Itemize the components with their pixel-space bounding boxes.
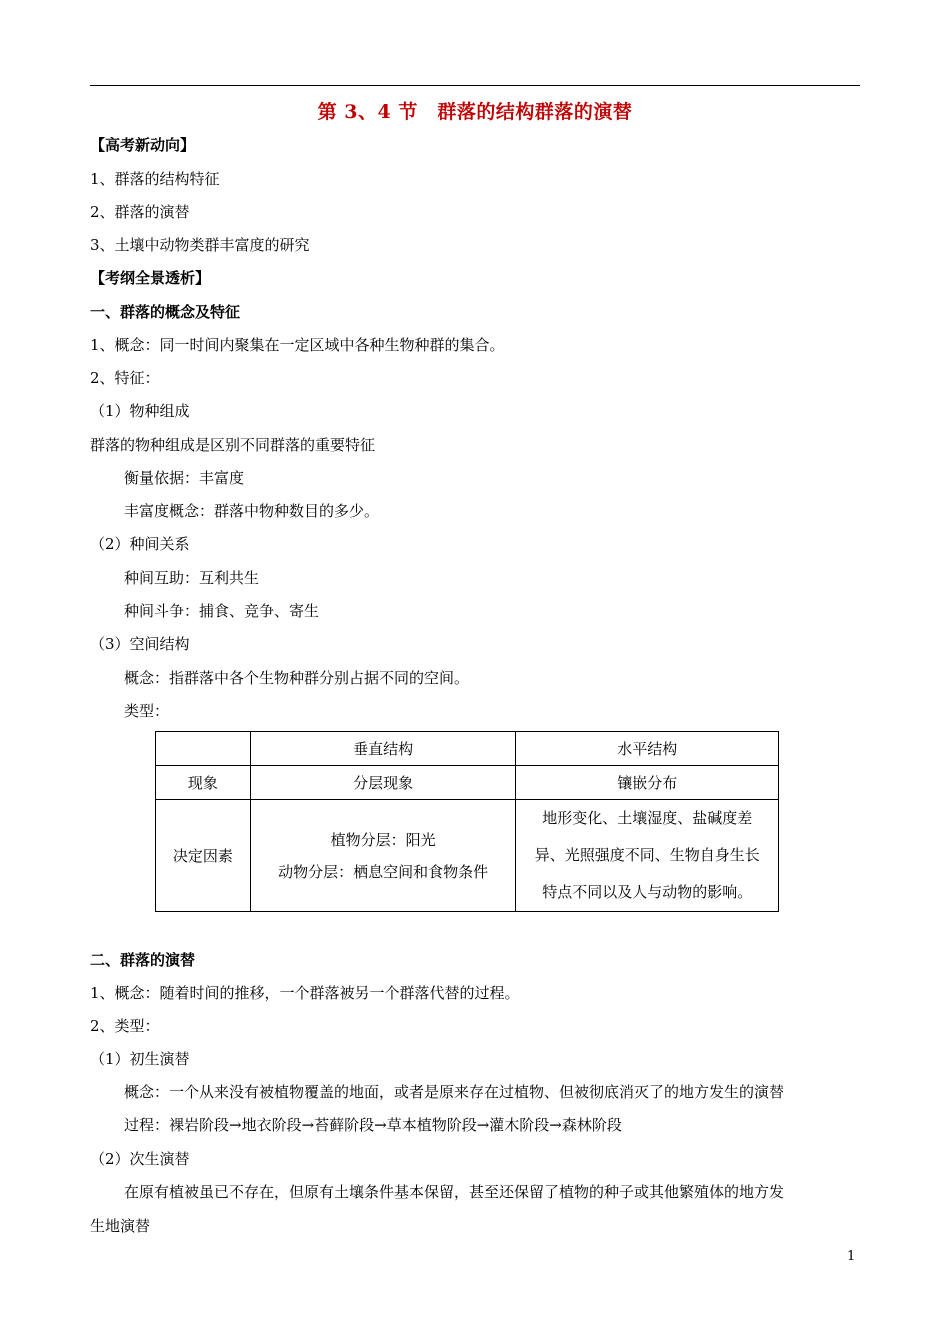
row-label-phenomenon: 现象 bbox=[156, 766, 251, 800]
interspecific-mutual: 种间互助：互利共生 bbox=[124, 569, 260, 587]
trend-item-2: 2、群落的演替 bbox=[90, 203, 190, 221]
table-cell bbox=[156, 732, 251, 766]
spatial-concept: 概念：指群落中各个生物种群分别占据不同的空间。 bbox=[124, 669, 470, 687]
species-composition-text: 群落的物种组成是区别不同群落的重要特征 bbox=[90, 436, 376, 454]
horizontal-factor-line: 异、光照强度不同、生物自身生长 bbox=[534, 846, 760, 864]
primary-concept: 概念：一个从来没有被植物覆盖的地面，或者是原来存在过植物、但被彻底消灭了的地方发生的演替 bbox=[124, 1083, 785, 1101]
trend-item-3: 3、土壤中动物类群丰富度的研究 bbox=[90, 236, 310, 254]
page-title: 第 3、4 节 群落的结构群落的演替 bbox=[317, 101, 633, 123]
table-cell bbox=[250, 800, 516, 912]
primary-process: 过程：裸岩阶段→地衣阶段→苔藓阶段→草本植物阶段→灌木阶段→森林阶段 bbox=[124, 1116, 622, 1134]
succession-concept: 1、概念：随着时间的推移，一个群落被另一个群落代替的过程。 bbox=[90, 984, 520, 1002]
vertical-factor-plants: 植物分层：阳光 bbox=[330, 830, 436, 849]
spatial-types: 类型： bbox=[124, 702, 170, 720]
secondary-succession: （2）次生演替 bbox=[90, 1150, 190, 1168]
trends-heading: 【高考新动向】 bbox=[90, 136, 196, 154]
row-label-factor: 决定因素 bbox=[156, 800, 251, 912]
table-cell: 分层现象 bbox=[250, 766, 516, 800]
syllabus-heading: 【考纲全景透析】 bbox=[90, 269, 211, 287]
community-concept: 1、概念：同一时间内聚集在一定区域中各种生物种群的集合。 bbox=[90, 336, 505, 354]
page-number: 1 bbox=[847, 1249, 856, 1264]
table-header-horizontal: 水平结构 bbox=[516, 732, 779, 766]
feature-interspecific: （2）种间关系 bbox=[90, 535, 190, 553]
header-rule bbox=[90, 85, 860, 86]
table-row bbox=[156, 800, 779, 912]
part1-heading: 一、群落的概念及特征 bbox=[90, 303, 241, 321]
horizontal-factor-line: 地形变化、土壤湿度、盐碱度差 bbox=[542, 809, 753, 827]
succession-types: 2、类型： bbox=[90, 1017, 160, 1035]
vertical-factor-animals: 动物分层：栖息空间和食物条件 bbox=[278, 862, 489, 881]
spatial-structure-table bbox=[155, 731, 779, 912]
primary-succession: （1）初生演替 bbox=[90, 1050, 190, 1068]
feature-species-composition: （1）物种组成 bbox=[90, 402, 190, 420]
table-cell bbox=[516, 800, 779, 912]
measure-basis: 衡量依据：丰富度 bbox=[124, 469, 245, 487]
horizontal-factor-line: 特点不同以及人与动物的影响。 bbox=[542, 883, 753, 901]
table-header-vertical: 垂直结构 bbox=[250, 732, 516, 766]
part2-heading: 二、群落的演替 bbox=[90, 951, 196, 969]
feature-spatial: （3）空间结构 bbox=[90, 635, 190, 653]
secondary-text-line2: 生地演替 bbox=[90, 1217, 151, 1235]
community-features: 2、特征： bbox=[90, 369, 160, 387]
table-cell: 镶嵌分布 bbox=[516, 766, 779, 800]
table-row bbox=[156, 732, 779, 766]
interspecific-struggle: 种间斗争：捕食、竞争、寄生 bbox=[124, 602, 320, 620]
secondary-text-line1: 在原有植被虽已不存在，但原有土壤条件基本保留，甚至还保留了植物的种子或其他繁殖体的地方发 bbox=[124, 1183, 785, 1201]
table-row bbox=[156, 766, 779, 800]
richness-concept: 丰富度概念：群落中物种数目的多少。 bbox=[124, 502, 380, 520]
trend-item-1: 1、群落的结构特征 bbox=[90, 170, 220, 188]
